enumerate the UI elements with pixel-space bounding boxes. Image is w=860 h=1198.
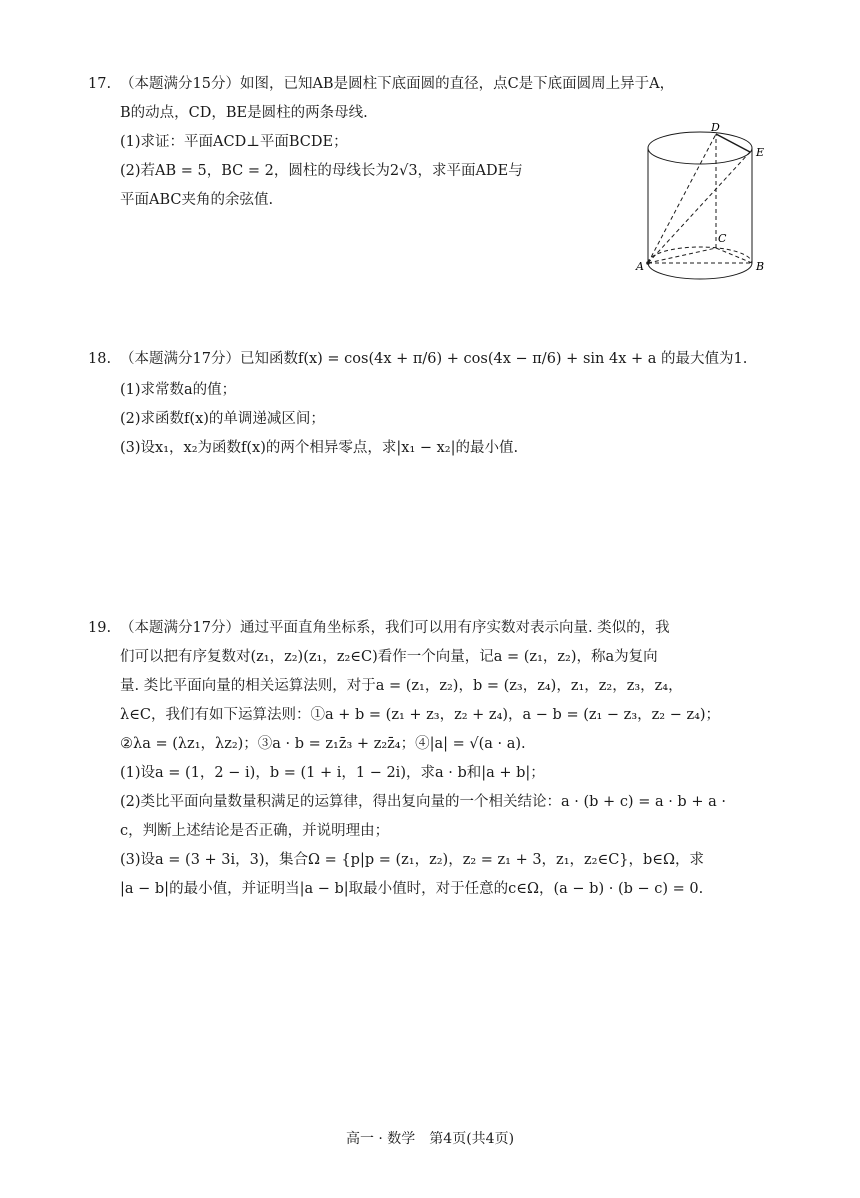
problem-number: 19.	[88, 620, 112, 636]
problem-19-line-6: (2)类比平面向量数量积满足的运算律，得出复向量的一个相关结论：a · (b + c) = a · b + a ·	[120, 794, 726, 810]
label-A: A	[636, 260, 644, 273]
problem-17-line2: B的动点，CD，BE是圆柱的两条母线.	[120, 105, 368, 121]
problem-17-q1: (1)求证：平面ACD⊥平面BCDE；	[120, 134, 348, 150]
problem-19-line-0: 19. （本题满分17分）通过平面直角坐标系，我们可以用有序实数对表示向量. 类似的，我	[88, 614, 768, 643]
cylinder-figure	[630, 118, 780, 283]
problem-18	[88, 342, 768, 463]
label-B: B	[756, 260, 765, 273]
problem-18-q1: (1)求常数a的值；	[120, 382, 237, 398]
problem-17-q2: (2)若AB = 5，BC = 2，圆柱的母线长为2√3，求平面ADE与	[120, 163, 523, 179]
label-C: C	[718, 232, 727, 245]
problem-19-line-7: c，判断上述结论是否正确，并说明理由；	[120, 823, 390, 839]
problem-18-header: 18. （本题满分17分）已知函数f(x) = cos(4x + π/6) + cos(4x − π/6) + sin 4x + a 的最大值为1.	[88, 342, 768, 376]
problem-17-q2b: 平面ABC夹角的余弦值.	[120, 192, 274, 208]
problem-19-line-8: (3)设a = (3 + 3i，3)，集合Ω = {p|p = (z₁，z₂)，z₂ = z₁ + 3，z₁，z₂∈C}，b∈Ω，求	[120, 852, 705, 868]
label-D: D	[711, 121, 720, 134]
label-E: E	[756, 146, 765, 159]
problem-19-line-9: |a − b|的最小值，并证明当|a − b|取最小值时，对于任意的c∈Ω，(a − b) · (b − c) = 0.	[120, 881, 704, 897]
problem-19-line-4: ②λa = (λz₁，λz₂)；③a · b = z₁z̄₃ + z₂z̄₄；④|a| = √(a · a).	[120, 736, 526, 752]
problem-number: 18.	[88, 351, 112, 367]
problem-17-header: 17. （本题满分15分）如图，已知AB是圆柱下底面圆的直径，点C是下底面圆周上异于A，	[88, 70, 768, 99]
problem-18-q2: (2)求函数f(x)的单调递减区间；	[120, 411, 325, 427]
problem-19-line-1: 们可以把有序复数对(z₁，z₂)(z₁，z₂∈C)看作一个向量，记a = (z₁，z₂)，称a为复向	[120, 649, 658, 665]
problem-19-line-2: 量. 类比平面向量的相关运算法则，对于a = (z₁，z₂)，b = (z₃，z₄)，z₁，z₂，z₃，z₄，	[120, 678, 683, 694]
problem-19	[88, 614, 768, 904]
problem-19-line-5: (1)设a = (1，2 − i)，b = (1 + i，1 − 2i)，求a · b和|a + b|；	[120, 765, 545, 781]
problem-18-q3: (3)设x₁，x₂为函数f(x)的两个相异零点，求|x₁ − x₂|的最小值.	[120, 440, 519, 456]
page-footer: 高一 · 数学 第4页(共4页)	[345, 1131, 515, 1147]
problem-number: 17.	[88, 76, 112, 92]
problem-19-line-3: λ∈C，我们有如下运算法则：①a + b = (z₁ + z₃，z₂ + z₄)，a − b = (z₁ − z₃，z₂ − z₄)；	[120, 707, 721, 723]
